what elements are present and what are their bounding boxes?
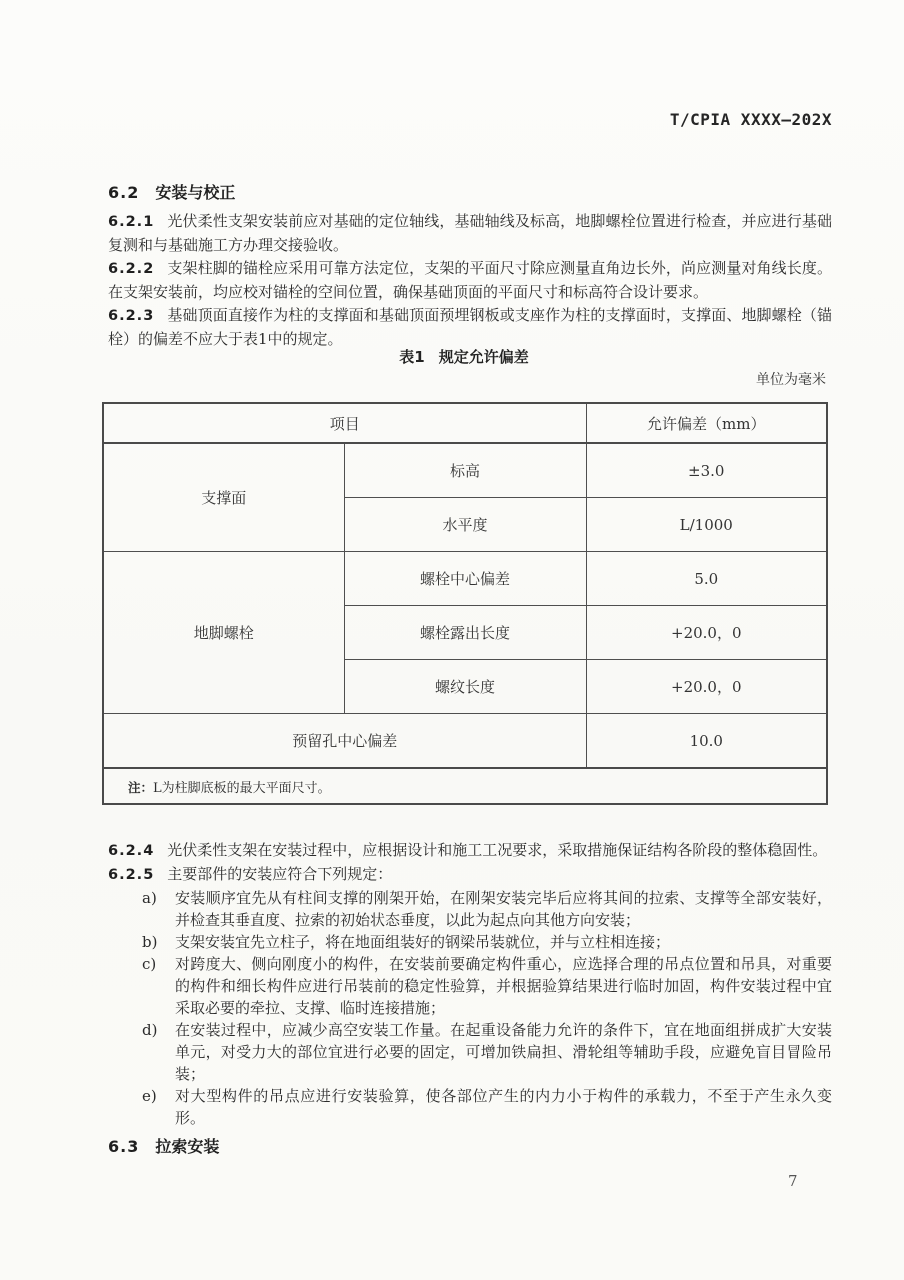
value-cell: 10.0	[586, 714, 827, 769]
lettered-list	[108, 887, 832, 1129]
value-cell: +20.0，0	[586, 660, 827, 714]
tolerance-table	[102, 402, 828, 805]
clause-6-2-5	[108, 863, 832, 887]
clauses-block-top	[108, 210, 832, 351]
section-title: 拉索安装	[155, 1137, 220, 1156]
clause-number: 6.2.4	[108, 843, 155, 859]
item-cell: 水平度	[344, 498, 586, 552]
clause-text: 支架柱脚的锚栓应采用可靠方法定位，支架的平面尺寸除应测量直角边长外，尚应测量对角线长度。在支架安装前，均应校对锚栓的空间位置，确保基础顶面的平面尺寸和标高符合设计要求。	[108, 259, 832, 301]
clause-text: 基础顶面直接作为柱的支撑面和基础顶面预埋钢板或支座作为柱的支撑面时，支撑面、地脚螺栓（锚栓）的偏差不应大于表1中的规定。	[108, 306, 832, 348]
header-cell-item: 项目	[103, 403, 586, 443]
section-heading-6-2	[108, 180, 235, 203]
standard-code: T/CPIA XXXX—202X	[669, 110, 832, 129]
section-number: 6.3	[108, 1137, 140, 1156]
header-cell-tolerance: 允许偏差（mm）	[586, 403, 827, 443]
section-title: 安装与校正	[155, 183, 236, 202]
list-marker: d)	[142, 1021, 158, 1039]
page-number: 7	[788, 1172, 798, 1190]
list-marker: b)	[142, 933, 158, 951]
list-marker: a)	[142, 889, 157, 907]
clauses-block-bottom	[108, 839, 832, 1129]
section-number: 6.2	[108, 183, 140, 202]
list-marker: c)	[142, 955, 157, 973]
clause-number: 6.2.1	[108, 214, 155, 230]
table-note-cell	[103, 768, 827, 804]
section-heading-6-3	[108, 1134, 219, 1157]
list-item-text: 支架安装宜先立柱子，将在地面组装好的钢梁吊装就位，并与立柱相连接；	[175, 933, 671, 951]
value-cell: 5.0	[586, 552, 827, 606]
item-cell: 标高	[344, 443, 586, 498]
list-item-b	[108, 931, 832, 953]
table-header-row	[103, 403, 827, 443]
list-item-text: 安装顺序宜先从有柱间支撑的刚架开始，在刚架安装完毕后应将其间的拉索、支撑等全部安装好，并检查其垂直度、拉索的初始状态垂度，以此为起点向其他方向安装；	[175, 889, 832, 929]
list-item-text: 对跨度大、侧向刚度小的构件，在安装前要确定构件重心，应选择合理的吊点位置和吊具，对重要的构件和细长构件应进行吊装前的稳定性验算，并根据验算结果进行临时加固，构件安装过程中宜采取必要的牵拉、支撑、临时连接措施；	[175, 955, 832, 1017]
value-cell: ±3.0	[586, 443, 827, 498]
item-cell: 螺纹长度	[344, 660, 586, 714]
table1-caption-label: 表1	[399, 348, 425, 366]
clause-6-2-4	[108, 839, 832, 863]
table-row	[103, 443, 827, 498]
group-cell: 支撑面	[103, 443, 344, 552]
clause-text: 光伏柔性支架安装前应对基础的定位轴线，基础轴线及标高，地脚螺栓位置进行检查，并应进行基础复测和与基础施工方办理交接验收。	[108, 212, 832, 254]
item-cell: 预留孔中心偏差	[103, 714, 586, 769]
clause-text: 主要部件的安装应符合下列规定：	[167, 865, 393, 883]
clause-6-2-2	[108, 257, 832, 304]
list-item-a	[108, 887, 832, 931]
list-item-d	[108, 1019, 832, 1085]
list-item-text: 在安装过程中，应减少高空安装工作量。在起重设备能力允许的条件下，宜在地面组拼成扩大安装单元，对受力大的部位宜进行必要的固定，可增加铁扁担、滑轮组等辅助手段，应避免盲目冒险吊装；	[175, 1021, 832, 1083]
list-item-c	[108, 953, 832, 1019]
value-cell: L/1000	[586, 498, 827, 552]
list-marker: e)	[142, 1087, 157, 1105]
clause-number: 6.2.3	[108, 308, 155, 324]
clause-6-2-3	[108, 304, 832, 351]
table1-caption	[102, 348, 826, 366]
value-cell: +20.0，0	[586, 606, 827, 660]
table1-block	[102, 348, 826, 805]
list-item-e	[108, 1085, 832, 1129]
clause-text: 光伏柔性支架在安装过程中，应根据设计和施工工况要求，采取措施保证结构各阶段的整体稳固性。	[167, 841, 828, 859]
clause-number: 6.2.2	[108, 261, 155, 277]
note-label: 注：	[128, 779, 154, 795]
table-row	[103, 714, 827, 769]
note-text: L为柱脚底板的最大平面尺寸。	[153, 780, 331, 796]
item-cell: 螺栓中心偏差	[344, 552, 586, 606]
table-row	[103, 552, 827, 606]
table1-unit-note: 单位为毫米	[756, 372, 826, 388]
clause-6-2-1	[108, 210, 832, 257]
table-note-row	[103, 768, 827, 804]
clause-number: 6.2.5	[108, 867, 155, 883]
table1-caption-title: 规定允许偏差	[438, 348, 529, 366]
item-cell: 螺栓露出长度	[344, 606, 586, 660]
group-cell: 地脚螺栓	[103, 552, 344, 714]
list-item-text: 对大型构件的吊点应进行安装验算，使各部位产生的内力小于构件的承载力，不至于产生永久变形。	[175, 1087, 832, 1127]
